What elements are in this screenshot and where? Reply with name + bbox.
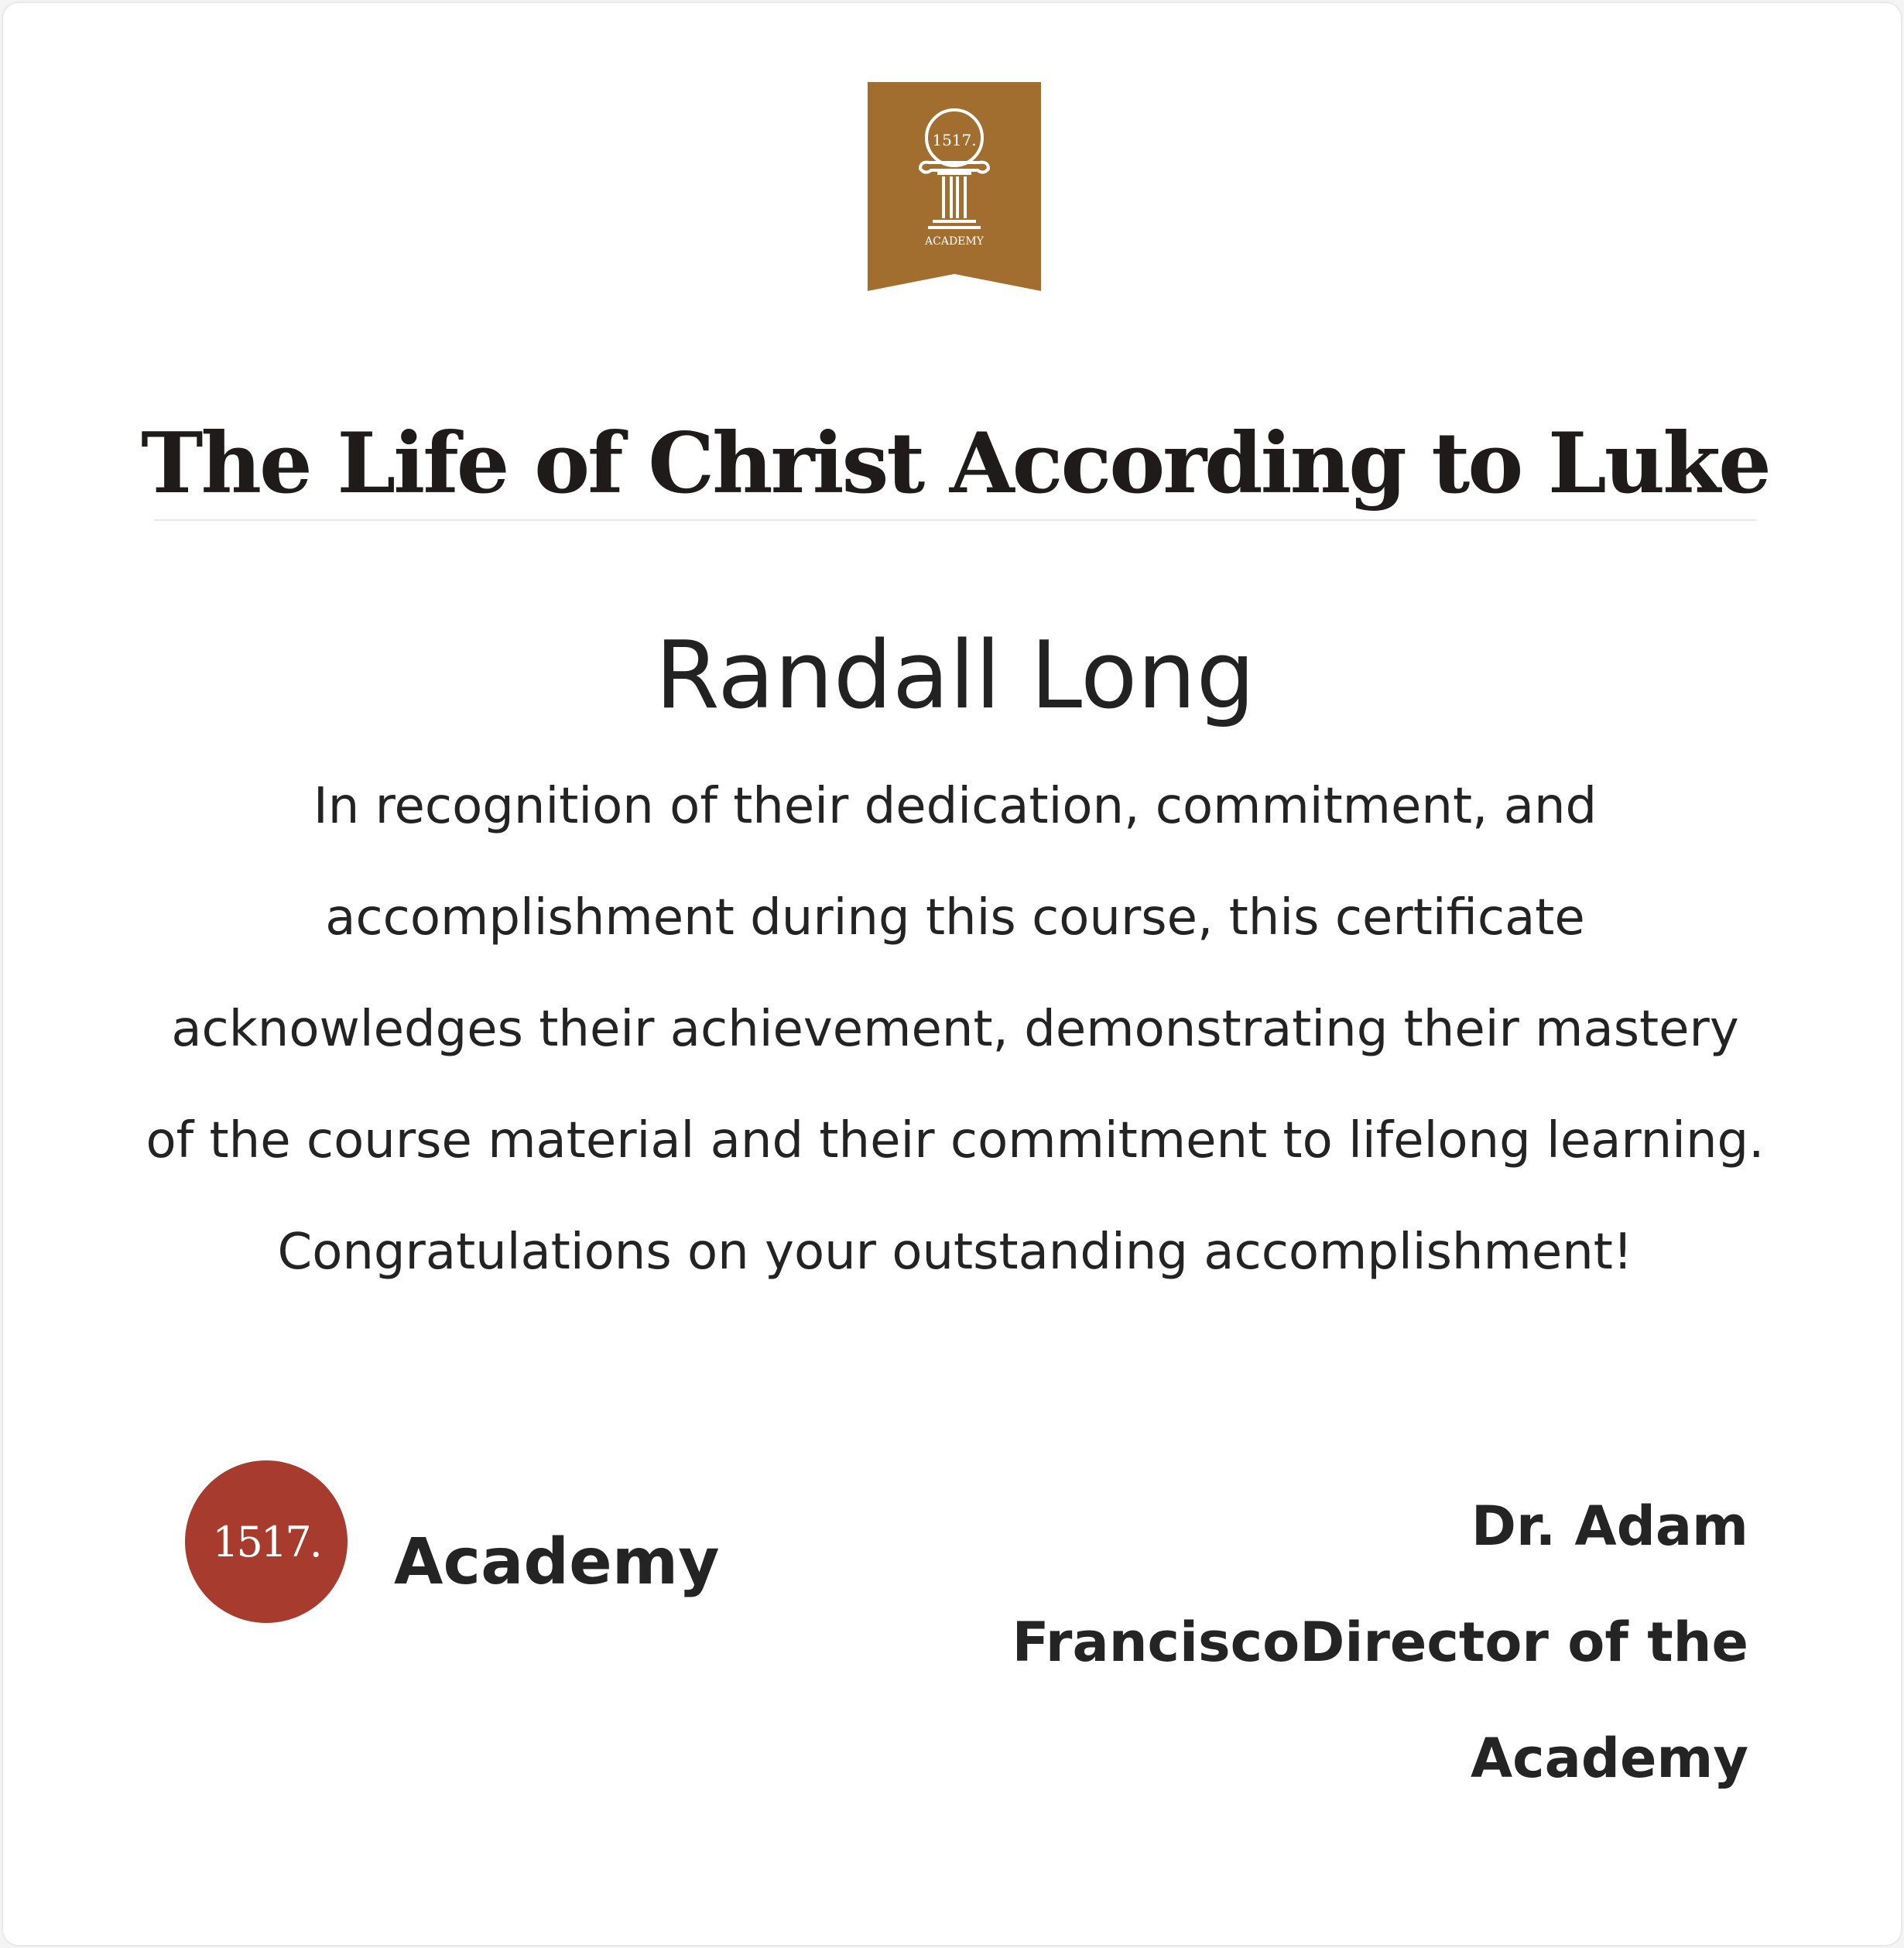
signatory-block: Dr. Adam FranciscoDirector of the Academy — [1012, 1494, 1748, 1790]
academy-logo-circle — [185, 1460, 348, 1623]
certificate-card — [2, 2, 1902, 1946]
logo-number: 1517. — [212, 1517, 320, 1566]
recipient-name: Randall Long — [655, 622, 1255, 730]
recognition-text: In recognition of their dedication, commitment, and accomplishment during this course, this certificate acknowledges their achievement, demonstrating their mastery of the course material and their commitment to lifelong learning. Congratulations on your outstanding accomplishment! — [146, 778, 1765, 1281]
column-icon — [868, 82, 1041, 291]
course-title: The Life of Christ According to Luke — [141, 415, 1769, 512]
svg-text:1517.: 1517. — [932, 131, 977, 149]
academy-banner-logo — [868, 82, 1041, 291]
academy-logo-word: Academy — [394, 1525, 720, 1599]
svg-text:ACADEMY: ACADEMY — [925, 235, 984, 248]
title-divider — [154, 519, 1756, 521]
